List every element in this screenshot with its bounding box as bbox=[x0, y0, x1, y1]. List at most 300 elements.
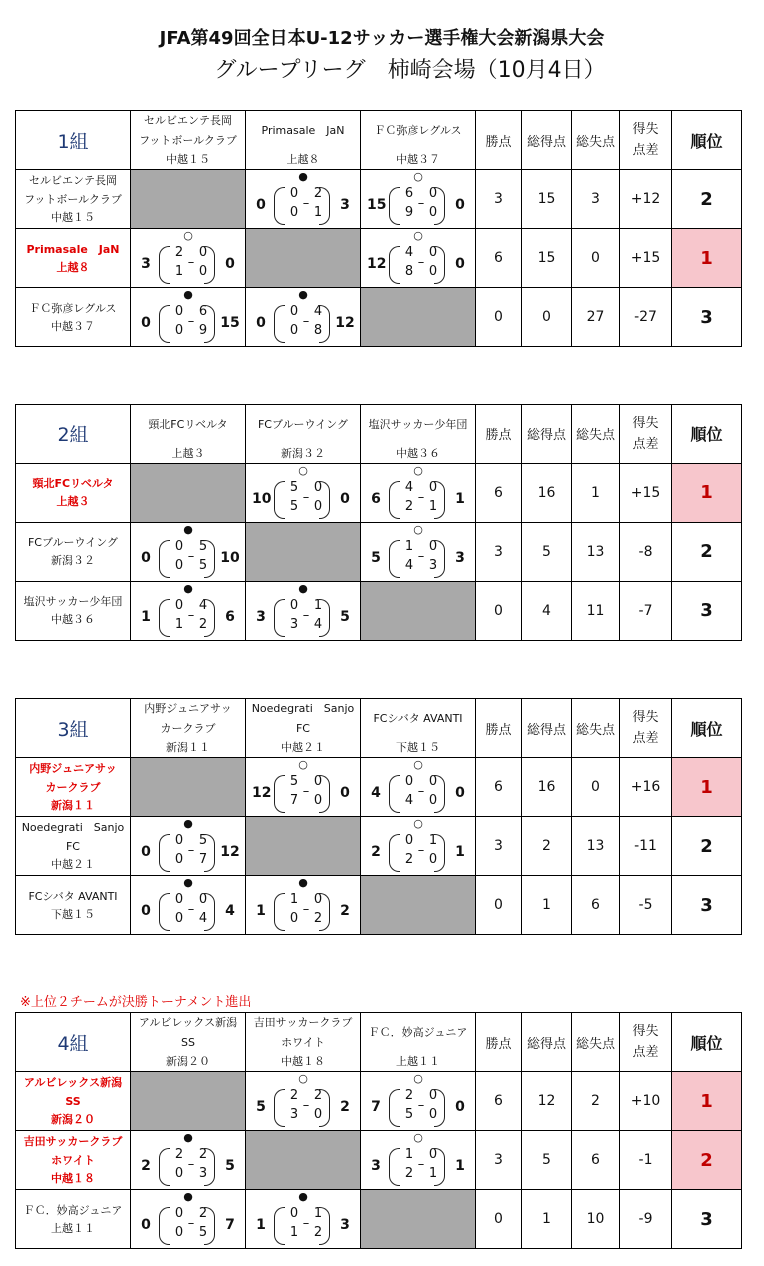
score-left-total: 0 bbox=[256, 315, 266, 331]
match-result bbox=[246, 1072, 360, 1130]
header-team-name: ＦＣ．妙高ジュニア bbox=[361, 1013, 476, 1054]
row-team-name: Noedegrati Sanjo FC bbox=[21, 821, 125, 853]
page-title: JFA第49回全日本U-12サッカー選手権大会新潟県大会 bbox=[159, 28, 605, 49]
paren-open bbox=[389, 834, 400, 872]
match-result bbox=[131, 817, 245, 875]
score-left-total: 1 bbox=[256, 1217, 266, 1233]
paren-close bbox=[319, 187, 330, 225]
pts-value: 3 bbox=[476, 1131, 522, 1190]
match-result-cell bbox=[246, 876, 361, 935]
half2-right: 2 bbox=[313, 1225, 323, 1240]
score-block bbox=[246, 186, 360, 226]
gf-value: 16 bbox=[522, 758, 572, 817]
gf-value: 5 bbox=[522, 522, 572, 581]
half1-left: 0 bbox=[404, 833, 414, 848]
score-left-total: 2 bbox=[371, 844, 381, 860]
paren-close bbox=[204, 599, 215, 637]
row-team-code: 上越３ bbox=[56, 495, 90, 508]
header-team-code: 中越１５ bbox=[131, 151, 246, 170]
paren-open bbox=[159, 540, 170, 578]
pts-value: 6 bbox=[476, 758, 522, 817]
half1-right: 1 bbox=[428, 833, 438, 848]
half2-right: 3 bbox=[428, 557, 438, 573]
pts-header: 勝点 bbox=[476, 405, 522, 464]
score-dash: – bbox=[417, 196, 425, 211]
half2-left: 7 bbox=[289, 793, 299, 808]
half2-right: 0 bbox=[428, 264, 438, 279]
header-team-name: セルビエンテ長岡 フットボールクラブ bbox=[131, 111, 246, 152]
score-right-total: 3 bbox=[340, 1217, 350, 1233]
gf-value: 5 bbox=[522, 1131, 572, 1190]
half1-left: 4 bbox=[404, 245, 414, 260]
score-right-total: 0 bbox=[455, 1099, 465, 1115]
win-mark-icon: ○ bbox=[413, 1131, 423, 1144]
half1-right: 2 bbox=[198, 1206, 208, 1221]
score-dash: – bbox=[417, 489, 425, 505]
paren-close bbox=[434, 481, 445, 519]
row-team bbox=[16, 876, 131, 935]
half1-right: 0 bbox=[198, 892, 208, 907]
score-block bbox=[246, 1206, 360, 1246]
gf-value: 15 bbox=[522, 229, 572, 288]
score-block bbox=[131, 598, 245, 638]
score-left-total: 7 bbox=[371, 1099, 381, 1115]
half2-left: 0 bbox=[174, 1166, 184, 1181]
win-mark-icon: ○ bbox=[183, 229, 193, 242]
score-dash: – bbox=[417, 784, 425, 799]
ga-value: 11 bbox=[572, 581, 620, 640]
half1-left: 0 bbox=[404, 774, 414, 789]
half1-right: 0 bbox=[428, 186, 438, 201]
header-team-name: 内野ジュニアサッ カークラブ bbox=[131, 699, 246, 740]
half1-right: 0 bbox=[313, 892, 323, 907]
ga-header: 総失点 bbox=[572, 111, 620, 170]
rank-value: 1 bbox=[672, 758, 742, 817]
half2-left: 5 bbox=[404, 1107, 414, 1122]
match-result bbox=[246, 464, 360, 522]
score-dash: – bbox=[187, 314, 195, 329]
row-team-name: Primasale JaN bbox=[26, 242, 120, 256]
row-team-code: 中越２１ bbox=[51, 858, 95, 871]
row-team bbox=[16, 817, 131, 876]
paren-open bbox=[274, 1089, 285, 1127]
score-dash: – bbox=[187, 607, 195, 623]
header-team-name: FCブルーウイング bbox=[246, 405, 361, 445]
half2-right: 1 bbox=[313, 205, 323, 220]
pts-value: 6 bbox=[476, 463, 522, 522]
match-result bbox=[361, 464, 475, 522]
match-result bbox=[246, 1190, 360, 1248]
half2-right: 1 bbox=[428, 498, 438, 514]
win-mark-icon: ○ bbox=[413, 817, 423, 830]
header-team-code: 中越３７ bbox=[361, 151, 476, 170]
gd-value: -11 bbox=[620, 817, 672, 876]
row-team bbox=[16, 1190, 131, 1249]
match-result-cell bbox=[246, 463, 361, 522]
header-team-name: FCシバタ AVANTI bbox=[361, 699, 476, 740]
group-name: 3組 bbox=[16, 699, 131, 758]
score-block bbox=[361, 480, 475, 520]
half1-left: 0 bbox=[174, 892, 184, 907]
score-block bbox=[131, 1147, 245, 1187]
paren-open bbox=[274, 187, 285, 225]
header-team-name: 吉田サッカークラブ ホワイト bbox=[246, 1013, 361, 1054]
gd-value: +15 bbox=[620, 463, 672, 522]
score-left-total: 15 bbox=[367, 197, 387, 213]
half1-right: 2 bbox=[198, 1147, 208, 1162]
header-team-name: 塩沢サッカー少年団 bbox=[361, 405, 476, 445]
paren-open bbox=[389, 540, 400, 578]
pts-header: 勝点 bbox=[476, 699, 522, 758]
rank-header: 順位 bbox=[672, 111, 742, 170]
row-team-name: ＦＣ．妙高ジュニア bbox=[23, 1203, 123, 1217]
paren-close bbox=[319, 305, 330, 343]
score-left-total: 5 bbox=[371, 549, 381, 566]
score-block bbox=[361, 539, 475, 579]
match-result-cell bbox=[246, 758, 361, 817]
paren-open bbox=[159, 834, 170, 872]
match-result bbox=[361, 1131, 475, 1189]
row-team bbox=[16, 463, 131, 522]
match-result-cell bbox=[361, 463, 476, 522]
half1-right: 0 bbox=[198, 245, 208, 260]
score-block bbox=[131, 1206, 245, 1246]
row-team-name: FCブルーウイング bbox=[27, 536, 119, 549]
pts-header: 勝点 bbox=[476, 1013, 522, 1072]
row-team-code: 上越１１ bbox=[51, 1221, 95, 1235]
half1-left: 1 bbox=[289, 892, 299, 907]
half1-left: 2 bbox=[174, 1147, 184, 1162]
match-result-cell bbox=[246, 1190, 361, 1249]
half1-left: 0 bbox=[289, 186, 299, 201]
rank-value: 1 bbox=[672, 229, 742, 288]
paren-close bbox=[319, 481, 330, 519]
score-right-total: 0 bbox=[340, 490, 350, 507]
gf-value: 1 bbox=[522, 1190, 572, 1249]
loss-mark-icon: ● bbox=[183, 288, 193, 301]
score-right-total: 0 bbox=[340, 785, 350, 801]
half2-right: 0 bbox=[198, 264, 208, 279]
paren-open bbox=[159, 1207, 170, 1245]
score-left-total: 4 bbox=[371, 785, 381, 801]
paren-open bbox=[389, 1148, 400, 1186]
gf-value: 16 bbox=[522, 463, 572, 522]
score-right-total: 10 bbox=[220, 549, 240, 566]
match-result bbox=[131, 1131, 245, 1189]
header-team-code: 上越３ bbox=[131, 445, 246, 464]
header-team-name: アルビレックス新潟 SS bbox=[131, 1013, 246, 1054]
score-block bbox=[361, 774, 475, 814]
half2-left: 4 bbox=[404, 793, 414, 808]
score-dash: – bbox=[417, 1098, 425, 1113]
match-result bbox=[361, 817, 475, 875]
match-result-cell bbox=[361, 229, 476, 288]
score-dash: – bbox=[302, 1216, 310, 1231]
self-match-cell bbox=[131, 758, 246, 817]
half1-left: 0 bbox=[174, 833, 184, 848]
self-match-cell bbox=[131, 170, 246, 229]
score-left-total: 3 bbox=[256, 608, 266, 625]
header-team-code: 上越１１ bbox=[361, 1053, 476, 1072]
loss-mark-icon: ● bbox=[298, 1190, 308, 1203]
gf-header: 総得点 bbox=[522, 111, 572, 170]
paren-open bbox=[159, 893, 170, 931]
half1-left: 6 bbox=[404, 186, 414, 201]
half2-left: 0 bbox=[289, 205, 299, 220]
self-match-cell bbox=[361, 876, 476, 935]
match-result-cell bbox=[131, 1190, 246, 1249]
gd-value: +15 bbox=[620, 229, 672, 288]
score-left-total: 5 bbox=[256, 1099, 266, 1115]
score-block bbox=[131, 892, 245, 932]
paren-close bbox=[319, 1207, 330, 1245]
half1-left: 5 bbox=[289, 479, 299, 495]
paren-open bbox=[274, 775, 285, 813]
half2-left: 0 bbox=[174, 852, 184, 867]
half1-right: 4 bbox=[198, 597, 208, 613]
match-result bbox=[246, 288, 360, 346]
half1-right: 2 bbox=[313, 186, 323, 201]
ga-value: 27 bbox=[572, 288, 620, 347]
match-result bbox=[131, 288, 245, 346]
row-team-code: 上越８ bbox=[56, 260, 90, 274]
score-block bbox=[361, 1088, 475, 1128]
header-team-code: 中越２１ bbox=[246, 739, 361, 758]
match-result-cell bbox=[361, 817, 476, 876]
half2-left: 0 bbox=[289, 911, 299, 926]
page-subtitle: グループリーグ 柿崎会場（10月4日） bbox=[214, 58, 606, 83]
match-result bbox=[246, 758, 360, 816]
half1-right: 0 bbox=[428, 1088, 438, 1103]
gd-value: -5 bbox=[620, 876, 672, 935]
group-table bbox=[15, 698, 742, 935]
ga-value: 6 bbox=[572, 876, 620, 935]
score-dash: – bbox=[302, 314, 310, 329]
half1-right: 5 bbox=[198, 833, 208, 848]
score-left-total: 0 bbox=[141, 315, 151, 331]
header-team-name: ＦＣ弥彦レグルス bbox=[361, 111, 476, 152]
loss-mark-icon: ● bbox=[298, 876, 308, 889]
pts-header: 勝点 bbox=[476, 111, 522, 170]
match-result-cell bbox=[246, 581, 361, 640]
loss-mark-icon: ● bbox=[298, 581, 308, 595]
gd-value: -9 bbox=[620, 1190, 672, 1249]
loss-mark-icon: ● bbox=[183, 876, 193, 889]
loss-mark-icon: ● bbox=[183, 522, 193, 536]
header-team-code: 中越３６ bbox=[361, 445, 476, 464]
row-team-code: 新潟３２ bbox=[51, 554, 95, 567]
score-dash: – bbox=[417, 1157, 425, 1172]
row-team-name: 内野ジュニアサッ カークラブ bbox=[29, 762, 117, 794]
gd-value: +10 bbox=[620, 1072, 672, 1131]
pts-value: 0 bbox=[476, 288, 522, 347]
score-left-total: 10 bbox=[252, 490, 272, 507]
half2-left: 5 bbox=[289, 498, 299, 514]
score-dash: – bbox=[187, 1216, 195, 1231]
score-block bbox=[246, 598, 360, 638]
ga-value: 10 bbox=[572, 1190, 620, 1249]
self-match-cell bbox=[246, 817, 361, 876]
paren-open bbox=[389, 1089, 400, 1127]
half2-right: 2 bbox=[313, 911, 323, 926]
score-right-total: 12 bbox=[335, 315, 355, 331]
paren-close bbox=[434, 834, 445, 872]
loss-mark-icon: ● bbox=[183, 817, 193, 830]
self-match-cell bbox=[246, 229, 361, 288]
half2-right: 5 bbox=[198, 557, 208, 573]
rank-header: 順位 bbox=[672, 1013, 742, 1072]
score-dash: – bbox=[302, 489, 310, 505]
score-dash: – bbox=[417, 548, 425, 564]
row-team bbox=[16, 288, 131, 347]
gf-value: 15 bbox=[522, 170, 572, 229]
score-left-total: 0 bbox=[141, 549, 151, 566]
self-match-cell bbox=[361, 1190, 476, 1249]
match-result bbox=[131, 876, 245, 934]
paren-close bbox=[204, 540, 215, 578]
rank-header: 順位 bbox=[672, 405, 742, 464]
half1-right: 6 bbox=[198, 304, 208, 319]
half2-right: 9 bbox=[198, 323, 208, 338]
score-right-total: 5 bbox=[340, 608, 350, 625]
score-block bbox=[246, 480, 360, 520]
match-result-cell bbox=[361, 522, 476, 581]
match-result-cell bbox=[246, 288, 361, 347]
score-left-total: 2 bbox=[141, 1158, 151, 1174]
match-result bbox=[246, 582, 360, 640]
row-team bbox=[16, 170, 131, 229]
ga-header: 総失点 bbox=[572, 699, 620, 758]
score-dash: – bbox=[417, 255, 425, 270]
score-block bbox=[361, 245, 475, 285]
gd-value: +12 bbox=[620, 170, 672, 229]
half2-right: 0 bbox=[428, 1107, 438, 1122]
row-team bbox=[16, 581, 131, 640]
half2-left: 2 bbox=[404, 1166, 414, 1181]
score-right-total: 5 bbox=[225, 1158, 235, 1174]
paren-close bbox=[204, 834, 215, 872]
self-match-cell bbox=[131, 1072, 246, 1131]
row-team-code: 下越１５ bbox=[51, 907, 95, 921]
match-result-cell bbox=[246, 170, 361, 229]
ga-value: 0 bbox=[572, 758, 620, 817]
half2-left: 4 bbox=[404, 557, 414, 573]
match-result bbox=[131, 523, 245, 581]
score-dash: – bbox=[187, 255, 195, 270]
self-match-cell bbox=[131, 463, 246, 522]
rank-value: 1 bbox=[672, 463, 742, 522]
score-dash: – bbox=[302, 784, 310, 799]
score-right-total: 0 bbox=[225, 256, 235, 272]
self-match-cell bbox=[361, 288, 476, 347]
header-team-code: 新潟２０ bbox=[131, 1053, 246, 1072]
rank-value: 2 bbox=[672, 170, 742, 229]
score-right-total: 4 bbox=[225, 903, 235, 919]
half2-right: 0 bbox=[313, 793, 323, 808]
half2-right: 4 bbox=[198, 911, 208, 926]
row-team-name: 頸北FCリベルタ bbox=[32, 477, 114, 490]
half1-right: 5 bbox=[198, 538, 208, 554]
half2-left: 0 bbox=[174, 557, 184, 573]
match-result-cell bbox=[131, 581, 246, 640]
score-right-total: 1 bbox=[455, 1158, 465, 1174]
gd-header: 得失 点差 bbox=[620, 699, 672, 758]
row-team-code: 中越３６ bbox=[51, 613, 95, 626]
half1-left: 0 bbox=[289, 1206, 299, 1221]
paren-close bbox=[319, 599, 330, 637]
match-result bbox=[361, 1072, 475, 1130]
rank-header: 順位 bbox=[672, 699, 742, 758]
match-result bbox=[131, 1190, 245, 1248]
gd-header: 得失 点差 bbox=[620, 111, 672, 170]
half2-left: 0 bbox=[174, 1225, 184, 1240]
half1-left: 0 bbox=[174, 1206, 184, 1221]
paren-close bbox=[434, 775, 445, 813]
half1-left: 0 bbox=[174, 597, 184, 613]
gd-value: -1 bbox=[620, 1131, 672, 1190]
pts-value: 3 bbox=[476, 170, 522, 229]
gf-value: 1 bbox=[522, 876, 572, 935]
half2-right: 7 bbox=[198, 852, 208, 867]
match-result-cell bbox=[131, 876, 246, 935]
score-dash: – bbox=[187, 548, 195, 564]
score-dash: – bbox=[302, 607, 310, 623]
score-block bbox=[246, 892, 360, 932]
score-block bbox=[246, 304, 360, 344]
score-block bbox=[246, 1088, 360, 1128]
ga-value: 2 bbox=[572, 1072, 620, 1131]
half2-right: 8 bbox=[313, 323, 323, 338]
header-team-name: Noedegrati Sanjo FC bbox=[246, 699, 361, 740]
half1-right: 0 bbox=[428, 774, 438, 789]
ga-value: 13 bbox=[572, 817, 620, 876]
group-table bbox=[15, 110, 742, 347]
paren-open bbox=[274, 893, 285, 931]
paren-open bbox=[159, 1148, 170, 1186]
loss-mark-icon: ● bbox=[183, 1131, 193, 1144]
half2-left: 9 bbox=[404, 205, 414, 220]
half2-right: 1 bbox=[428, 1166, 438, 1181]
half1-left: 0 bbox=[174, 538, 184, 554]
half2-left: 2 bbox=[404, 852, 414, 867]
half2-right: 0 bbox=[313, 1107, 323, 1122]
score-right-total: 12 bbox=[220, 844, 240, 860]
score-left-total: 0 bbox=[141, 844, 151, 860]
score-left-total: 3 bbox=[141, 256, 151, 272]
loss-mark-icon: ● bbox=[298, 288, 308, 301]
paren-close bbox=[319, 893, 330, 931]
ga-value: 13 bbox=[572, 522, 620, 581]
win-mark-icon: ○ bbox=[413, 463, 423, 477]
score-left-total: 0 bbox=[256, 197, 266, 213]
paren-close bbox=[434, 1089, 445, 1127]
score-right-total: 0 bbox=[455, 785, 465, 801]
gf-header: 総得点 bbox=[522, 405, 572, 464]
row-team-code: 新潟１１ bbox=[51, 799, 95, 812]
score-left-total: 6 bbox=[371, 490, 381, 507]
half1-right: 0 bbox=[428, 245, 438, 260]
paren-close bbox=[204, 305, 215, 343]
score-dash: – bbox=[187, 843, 195, 858]
half1-right: 0 bbox=[428, 479, 438, 495]
ga-value: 1 bbox=[572, 463, 620, 522]
score-dash: – bbox=[302, 196, 310, 211]
row-team bbox=[16, 229, 131, 288]
gf-value: 12 bbox=[522, 1072, 572, 1131]
match-result bbox=[246, 876, 360, 934]
row-team-code: 中越１５ bbox=[51, 211, 95, 224]
row-team bbox=[16, 758, 131, 817]
